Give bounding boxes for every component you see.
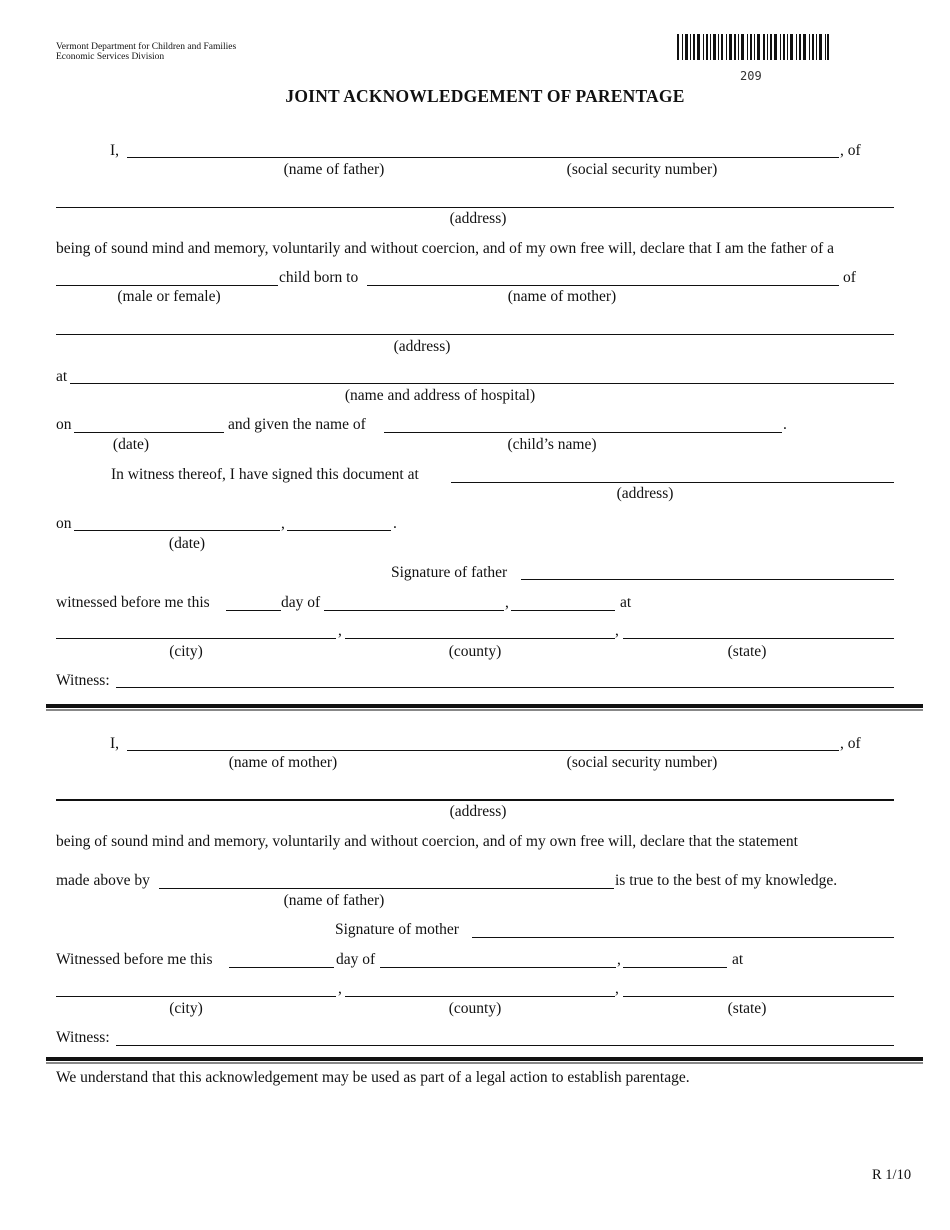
legal-statement: We understand that this acknowledgement may be used as part of a legal action to establish parentage.	[56, 1069, 690, 1086]
hospital-field[interactable]	[70, 383, 894, 384]
witnessed-before-label: witnessed before me this	[56, 594, 210, 611]
mother-witness-month-field[interactable]	[380, 967, 616, 968]
form-title: JOINT ACKNOWLEDGEMENT OF PARENTAGE	[285, 86, 685, 106]
comma-mark-4: ,	[615, 622, 619, 639]
mother-own-address-caption: (address)	[449, 803, 507, 820]
state-caption: (state)	[727, 643, 767, 660]
given-name-label: and given the name of	[228, 416, 366, 433]
stated-father-name-field[interactable]	[159, 888, 614, 889]
barcode	[677, 34, 829, 60]
on-label-2: on	[56, 515, 72, 532]
father-name-caption: (name of father)	[283, 161, 385, 178]
sex-caption: (male or female)	[117, 288, 221, 305]
mother-at-word: at	[732, 951, 744, 968]
made-above-by-label: made above by	[56, 872, 150, 889]
city-caption: (city)	[169, 643, 203, 660]
mother-signature-field[interactable]	[472, 937, 894, 938]
witness-month-field[interactable]	[324, 610, 504, 611]
mother-county-caption: (county)	[448, 1000, 502, 1017]
father-name-ssn-field[interactable]	[127, 157, 839, 158]
of-label: of	[843, 269, 856, 286]
witness-thereof-label: In witness thereof, I have signed this document at	[111, 466, 419, 483]
mother-name-caption: (name of mother)	[228, 754, 338, 771]
mother-own-address-field[interactable]	[56, 799, 894, 801]
mother-witness-field[interactable]	[116, 1045, 894, 1046]
mother-signature-label: Signature of mother	[335, 921, 459, 938]
father-i-label: I,	[110, 142, 120, 159]
mother-comma-mark: ,	[617, 951, 621, 968]
father-of-label: , of	[840, 142, 861, 159]
mother-comma-mark-2: ,	[338, 980, 342, 997]
footer-divider-shadow	[46, 1062, 923, 1064]
child-born-to-label: child born to	[279, 269, 359, 286]
father-address-caption: (address)	[449, 210, 507, 227]
form-number: 209	[740, 69, 762, 83]
mother-witness-county-field[interactable]	[345, 996, 615, 997]
mother-witness-year-field[interactable]	[623, 967, 727, 968]
mother-comma-mark-3: ,	[615, 980, 619, 997]
birth-date-field[interactable]	[74, 432, 224, 433]
mother-witness-state-field[interactable]	[623, 996, 894, 997]
section-divider	[46, 704, 923, 708]
section-divider-shadow	[46, 709, 923, 711]
father-ssn-caption: (social security number)	[566, 161, 718, 178]
witness-day-field[interactable]	[226, 610, 281, 611]
mother-witnessed-before-label: Witnessed before me this	[56, 951, 213, 968]
father-signature-field[interactable]	[521, 579, 894, 580]
mother-address-caption: (address)	[393, 338, 451, 355]
comma-mark: ,	[281, 515, 285, 532]
mother-ssn-caption: (social security number)	[566, 754, 718, 771]
father-signature-label: Signature of father	[391, 564, 508, 581]
witness-county-field[interactable]	[345, 638, 615, 639]
father-witness-field[interactable]	[116, 687, 894, 688]
true-statement-label: is true to the best of my knowledge.	[615, 872, 838, 889]
at-word: at	[620, 594, 632, 611]
mother-address-field[interactable]	[56, 334, 894, 335]
comma-mark-2: ,	[505, 594, 509, 611]
witness-year-field[interactable]	[511, 610, 615, 611]
mother-state-caption: (state)	[727, 1000, 767, 1017]
stated-father-name-caption: (name of father)	[283, 892, 385, 909]
mother-city-caption: (city)	[169, 1000, 203, 1017]
signed-date-caption: (date)	[168, 535, 206, 552]
father-address-field[interactable]	[56, 207, 894, 208]
agency-division: Economic Services Division	[56, 52, 165, 62]
signed-date-field[interactable]	[74, 530, 280, 531]
child-sex-field[interactable]	[56, 285, 278, 286]
hospital-caption: (name and address of hospital)	[344, 387, 536, 404]
mother-witness-label: Witness:	[56, 1029, 110, 1046]
day-of-label: day of	[281, 594, 321, 611]
child-name-caption: (child’s name)	[507, 436, 597, 453]
on-label: on	[56, 416, 72, 433]
signed-address-field[interactable]	[451, 482, 894, 483]
signed-address-caption: (address)	[616, 485, 674, 502]
agency-name: Vermont Department for Children and Families	[56, 42, 237, 52]
comma-mark-3: ,	[338, 622, 342, 639]
witness-state-field[interactable]	[623, 638, 894, 639]
mother-i-label: I,	[110, 735, 120, 752]
mother-name-caption: (name of mother)	[507, 288, 617, 305]
period-mark-2: .	[393, 515, 397, 532]
mother-witness-day-field[interactable]	[229, 967, 334, 968]
mother-name-ssn-field[interactable]	[127, 750, 839, 751]
signed-year-field[interactable]	[287, 530, 391, 531]
father-witness-label: Witness:	[56, 672, 110, 689]
at-label: at	[56, 368, 68, 385]
footer-divider	[46, 1057, 923, 1061]
mother-name-field[interactable]	[367, 285, 839, 286]
mother-of-label: , of	[840, 735, 861, 752]
period-mark: .	[783, 416, 787, 433]
county-caption: (county)	[448, 643, 502, 660]
mother-declaration: being of sound mind and memory, voluntarily and without coercion, and of my own free will, declare that the statement	[56, 833, 798, 850]
witness-city-field[interactable]	[56, 638, 336, 639]
mother-witness-city-field[interactable]	[56, 996, 336, 997]
mother-day-of-label: day of	[336, 951, 376, 968]
father-declaration: being of sound mind and memory, voluntarily and without coercion, and of my own free will, declare that I am the father of a	[56, 240, 835, 257]
birth-date-caption: (date)	[112, 436, 150, 453]
child-name-field[interactable]	[384, 432, 782, 433]
revision-number: R 1/10	[872, 1167, 912, 1183]
